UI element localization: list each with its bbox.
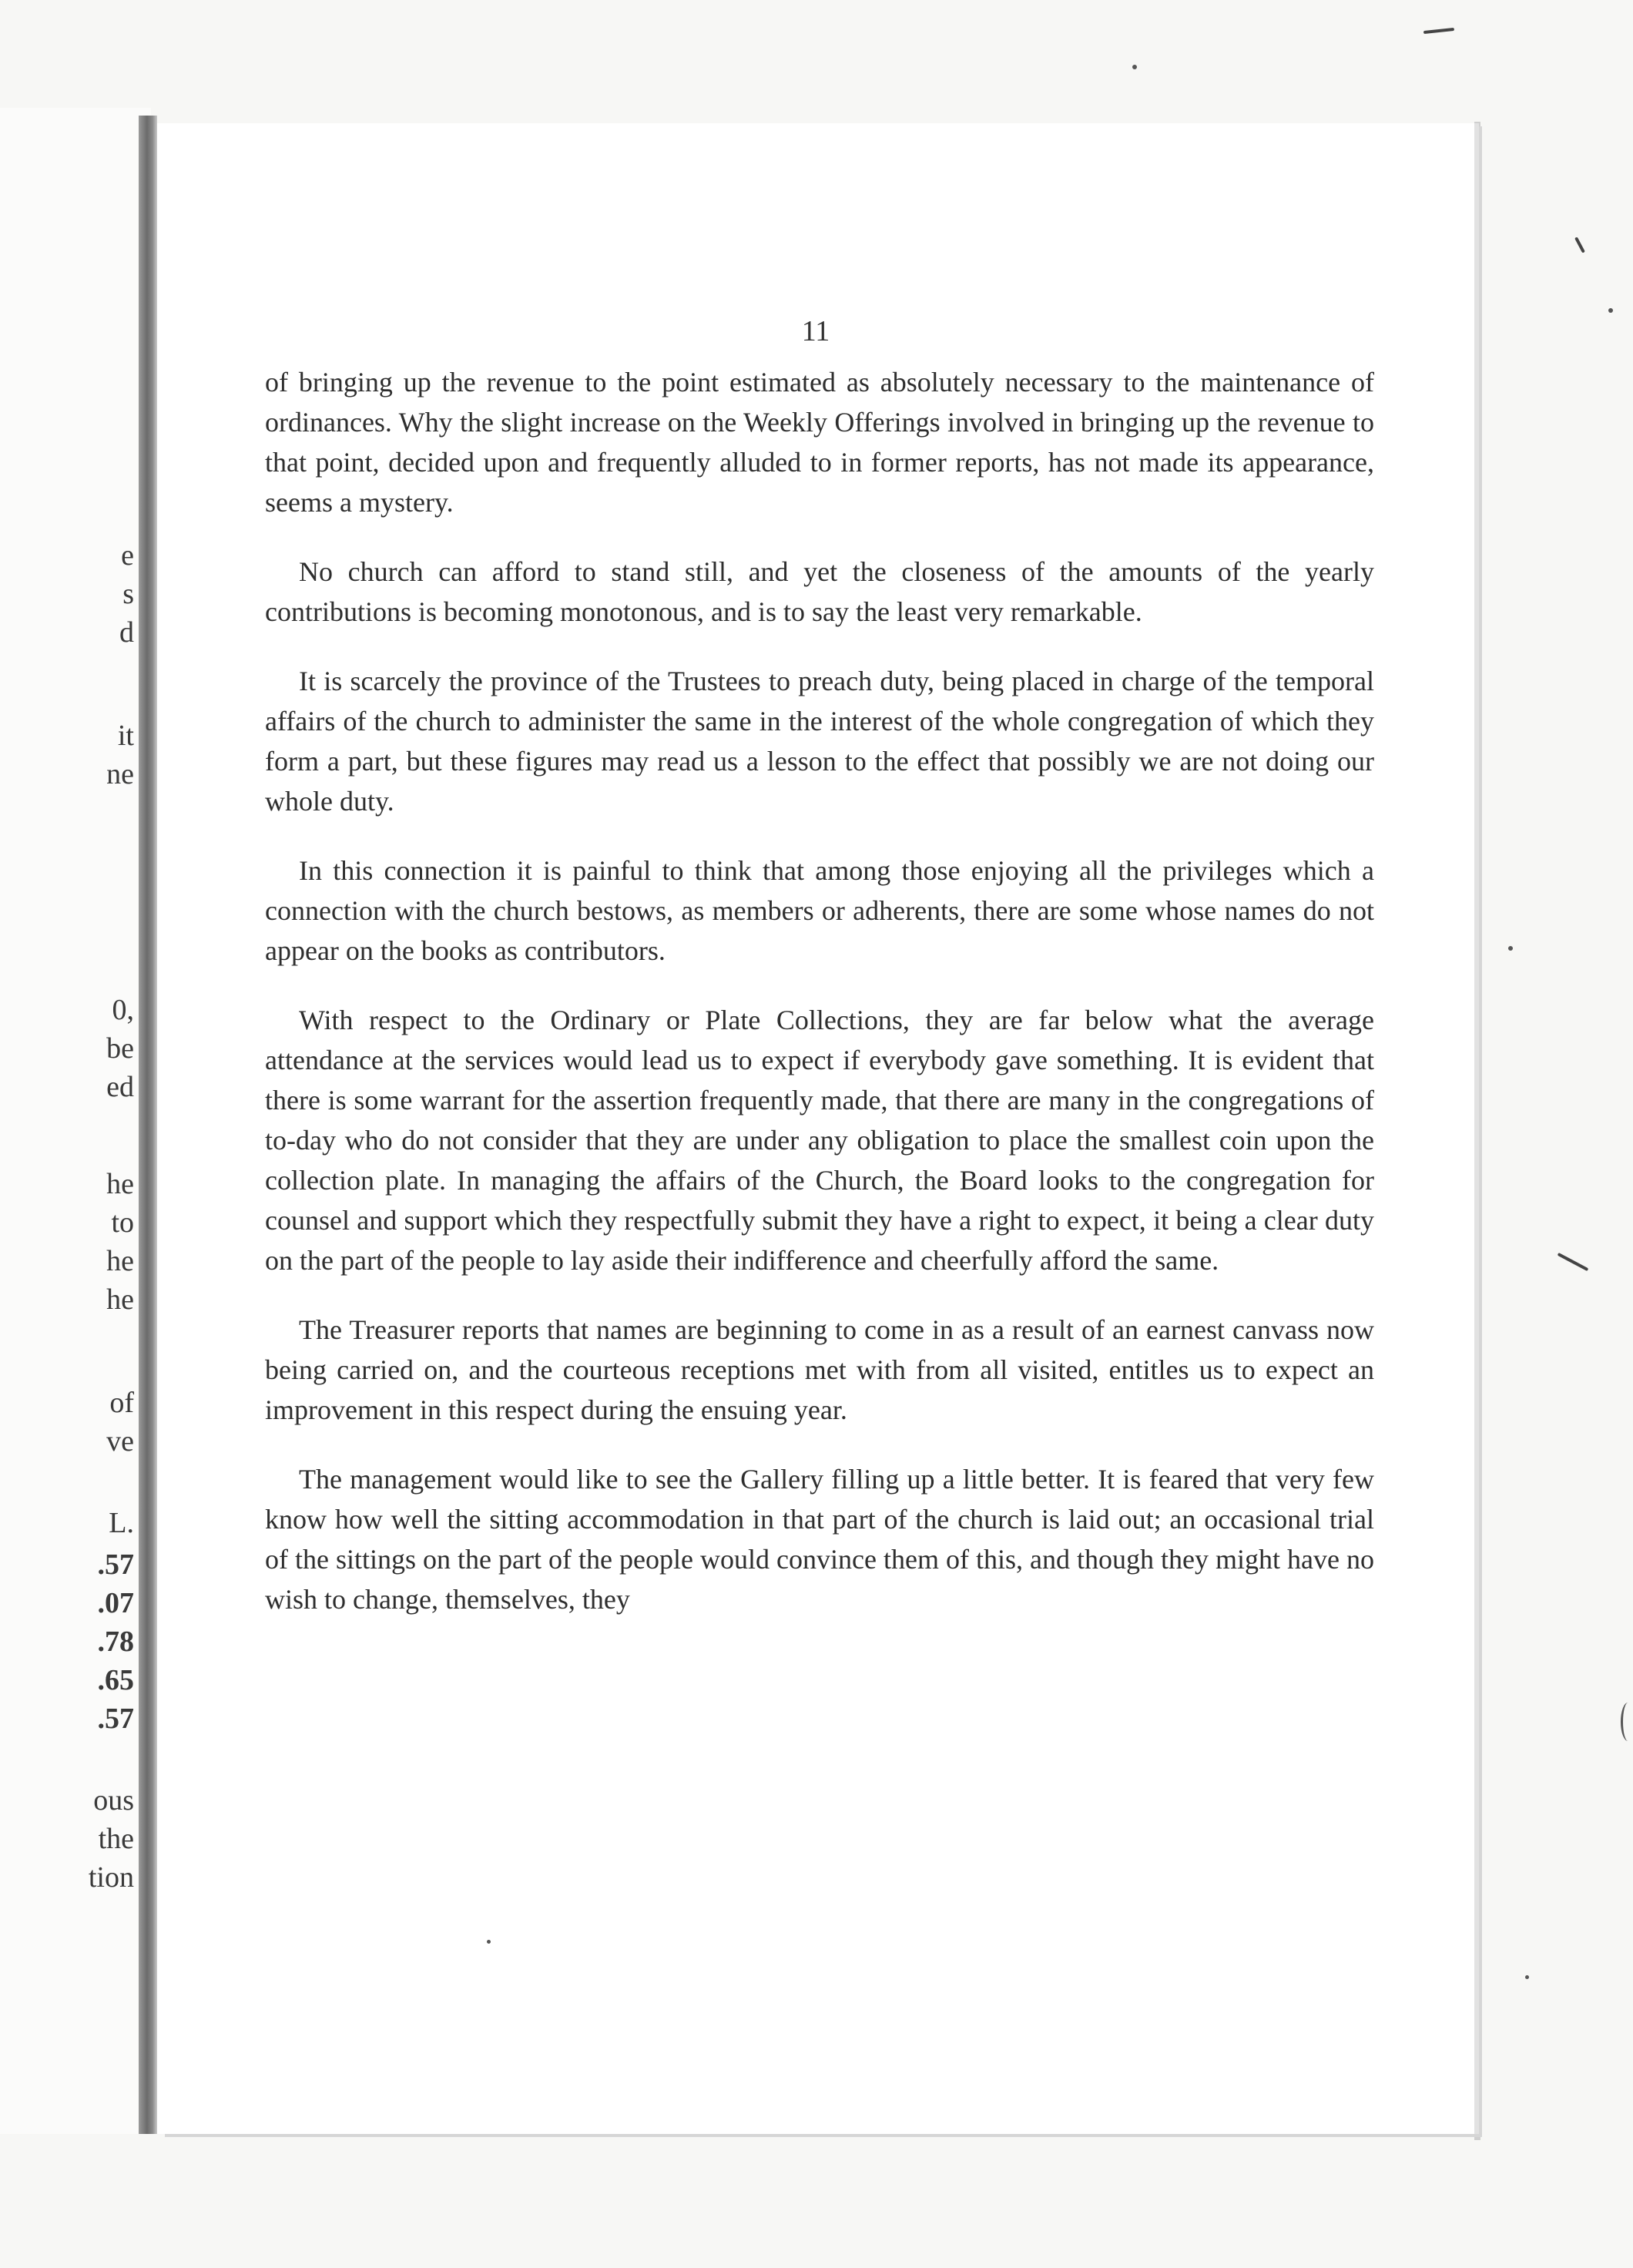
scan-speck: [487, 1940, 491, 1944]
paragraph: The management would like to see the Gallery filling up a little better. It is feared that very few know how well the sitting accommodation in that part of the church is laid out; an occasional trial of the sittings on the part of the people would convince them of this, and though they might have no wish to change, themselves, they: [265, 1464, 1374, 1615]
left-page-fragment: e: [121, 539, 134, 572]
left-page-fragment: of: [109, 1387, 134, 1419]
scan-speck: [1525, 1975, 1529, 1979]
left-page-fragment: he: [106, 1168, 134, 1200]
book-gutter: [139, 116, 157, 2134]
paragraph: of bringing up the revenue to the point estimated as absolutely necessary to the maintenance of ordinances. Why the slight increase on the Weekly Offerings involved in bringing up the revenue to that point, decided upon and frequently alluded to in former reports, has not made its appearance, seems a mystery.: [265, 367, 1374, 518]
left-page-fragment: ed: [106, 1071, 134, 1103]
left-page-fragment: ne: [106, 758, 134, 790]
scan-speck: [1132, 65, 1137, 69]
page-body: [265, 362, 1374, 1619]
left-page-fragment: ve: [106, 1425, 134, 1458]
left-page-fragment: 0,: [112, 994, 134, 1026]
paragraph: With respect to the Ordinary or Plate Collections, they are far below what the average attendance at the services would lead us to expect if everybody gave something. It is evident that there is some warrant for the assertion frequently made, that there are many in the congregations of to-day who do not consider that they are under any obligation to place the smallest coin upon the collection plate. In managing the affairs of the Church, the Board looks to the congregation for counsel and support which they respectfully submit they have a right to expect, it being a clear duty on the part of the people to lay aside their indifference and cheerfully afford the same.: [265, 1005, 1374, 1276]
paragraph: In this connection it is painful to think that among those enjoying all the privileges which a connection with the church bestows, as members or adherents, there are some whose names do not appear on the books as contributors.: [265, 855, 1374, 966]
document-page: [157, 123, 1474, 2134]
left-page-fragment: .07: [97, 1587, 134, 1619]
left-page-fragment: .65: [97, 1664, 134, 1696]
paragraph: No church can afford to stand still, and yet the closeness of the amounts of the yearly contributions is becoming monotonous, and is to say the least very remarkable.: [265, 556, 1374, 627]
scan-speck: [1508, 946, 1513, 951]
left-page-fragment: to: [111, 1206, 134, 1239]
left-page-fragment: d: [119, 616, 134, 649]
paragraph: It is scarcely the province of the Trustees to preach duty, being placed in charge of the temporal affairs of the church to administer the same in the interest of the whole congregation of which they form a part, but these figures may read us a lesson to the effect that possibly we are not doing our whole duty.: [265, 666, 1374, 817]
left-page-fragment: ous: [93, 1784, 134, 1817]
left-page-fragment: L.: [109, 1507, 134, 1539]
scan-mark: [1621, 1703, 1633, 1741]
paragraph: The Treasurer reports that names are beginning to come in as a result of an earnest canvass now being carried on, and the courteous receptions met with from all visited, entitles us to expect an improvement in this respect during the ensuing year.: [265, 1314, 1374, 1425]
left-page-fragment: it: [117, 720, 134, 752]
page-number: 11: [801, 315, 830, 347]
left-page-fragment: .57: [97, 1548, 134, 1581]
left-page-fragment: s: [122, 578, 134, 610]
left-page-fragment: he: [106, 1283, 134, 1316]
scan-speck: [1608, 308, 1613, 313]
left-page-fragment: he: [106, 1245, 134, 1277]
left-page-fragment: .57: [97, 1703, 134, 1735]
left-page-fragment: the: [98, 1823, 134, 1855]
page-edge: [1474, 122, 1480, 2140]
left-page-fragment: .78: [97, 1626, 134, 1658]
left-page-fragment: tion: [88, 1861, 134, 1894]
left-page-fragment: be: [106, 1032, 134, 1065]
previous-page-strip: [0, 108, 151, 2134]
